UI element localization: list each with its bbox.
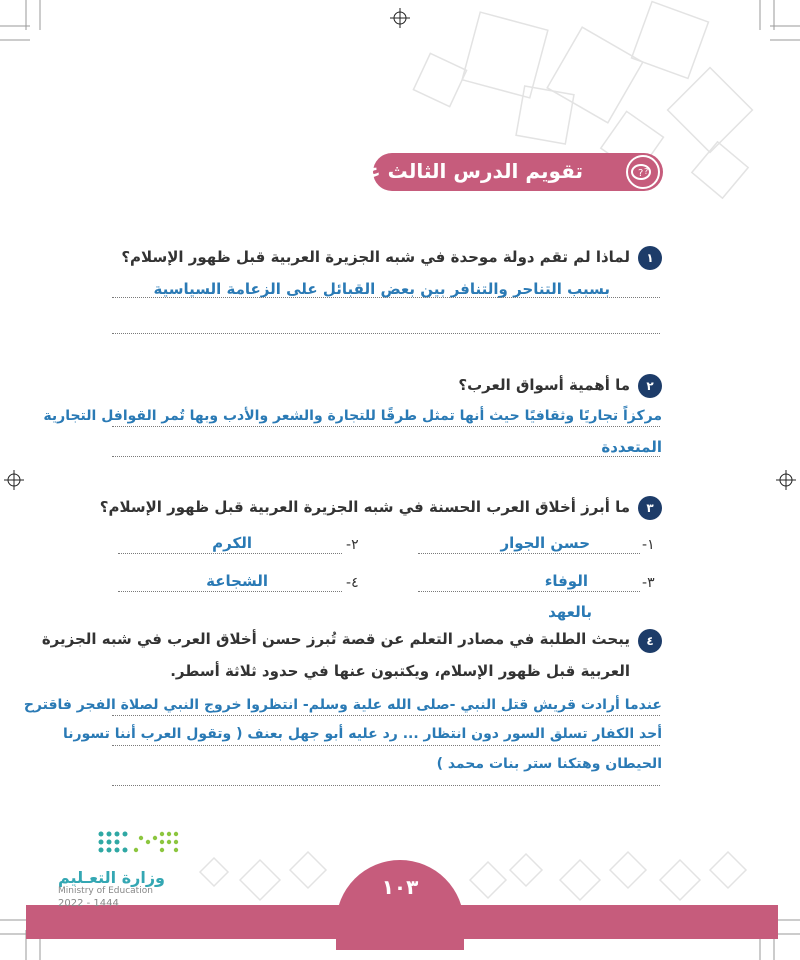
answer-text: المتعددة (601, 438, 662, 456)
answer-text: أحد الكفار تسلق السور دون انتظار ... رد عليه أبو جهل بعنف ( وتقول العرب أننا تسورنا (63, 726, 662, 742)
ministry-logo-icon (96, 828, 186, 864)
question-bubbles-icon (626, 155, 660, 189)
answer-line (118, 553, 342, 554)
list-marker: ١- (642, 537, 655, 553)
answer-line (418, 591, 640, 592)
answer-text: حسن الجوار (500, 534, 590, 552)
edition-year: 2022 - 1444 (58, 898, 119, 909)
list-marker: ٣- (642, 575, 655, 591)
answer-text: الوفاء (544, 572, 588, 590)
lesson-title-banner (334, 153, 663, 191)
answer-text: مركزاً تجاريًا وثقافيًا حيث أنها تمثل طرقًا للتجارة والشعر والأدب وبها تُمر القوافل التجارية (43, 408, 662, 424)
question-text: يبحث الطلبة في مصادر التعلم عن قصة تُبرز حسن أخلاق العرب في شبه الجزيرة (41, 630, 630, 648)
answer-line (118, 591, 342, 592)
question-number-badge: ٣ (638, 496, 662, 520)
answer-line (112, 297, 660, 298)
list-marker: ٤- (346, 575, 359, 591)
answer-text: بسبب التناحر والتنافر بين بعض القبائل على الزعامة السياسية (153, 280, 610, 298)
answer-line (112, 715, 660, 716)
answer-line (418, 553, 640, 554)
question-text: ما أهمية أسواق العرب؟ (458, 376, 630, 394)
answer-text-extra: بالعهد (548, 603, 592, 621)
list-marker: ٢- (346, 537, 359, 553)
svg-text:?: ? (638, 168, 644, 179)
ministry-name-arabic: وزارة التعـليم (58, 868, 165, 887)
question-text: لماذا لم تقم دولة موحدة في شبه الجزيرة العربية قبل ظهور الإسلام؟ (121, 248, 630, 266)
page-number: ١٠٣ (381, 875, 419, 899)
question-text: ما أبرز أخلاق العرب الحسنة في شبه الجزيرة العربية قبل ظهور الإسلام؟ (99, 498, 630, 516)
answer-line (112, 745, 660, 746)
answer-text: الحيطان وهتكنا ستر بنات محمد ) (436, 756, 662, 772)
answer-line (112, 426, 660, 427)
question-number-badge: ٤ (638, 629, 662, 653)
answer-line (112, 785, 660, 786)
lesson-title: تقويم الدرس الثالث عشر (334, 159, 583, 183)
ministry-name-english: Ministry of Education (58, 886, 153, 896)
svg-text:?: ? (644, 167, 649, 176)
answer-line (112, 333, 660, 334)
answer-line (112, 456, 660, 457)
answer-text: الكرم (212, 534, 252, 552)
question-number-badge: ١ (638, 246, 662, 270)
answer-text: الشجاعة (206, 572, 268, 590)
answer-text: عندما أرادت قريش قتل النبي -صلى الله علية وسلم- انتظروا خروج النبي لصلاة الفجر فاقترح (23, 697, 662, 713)
question-text: العربية قبل ظهور الإسلام، ويكتبون عنها في حدود ثلاثة أسطر. (170, 662, 630, 680)
question-number-badge: ٢ (638, 374, 662, 398)
